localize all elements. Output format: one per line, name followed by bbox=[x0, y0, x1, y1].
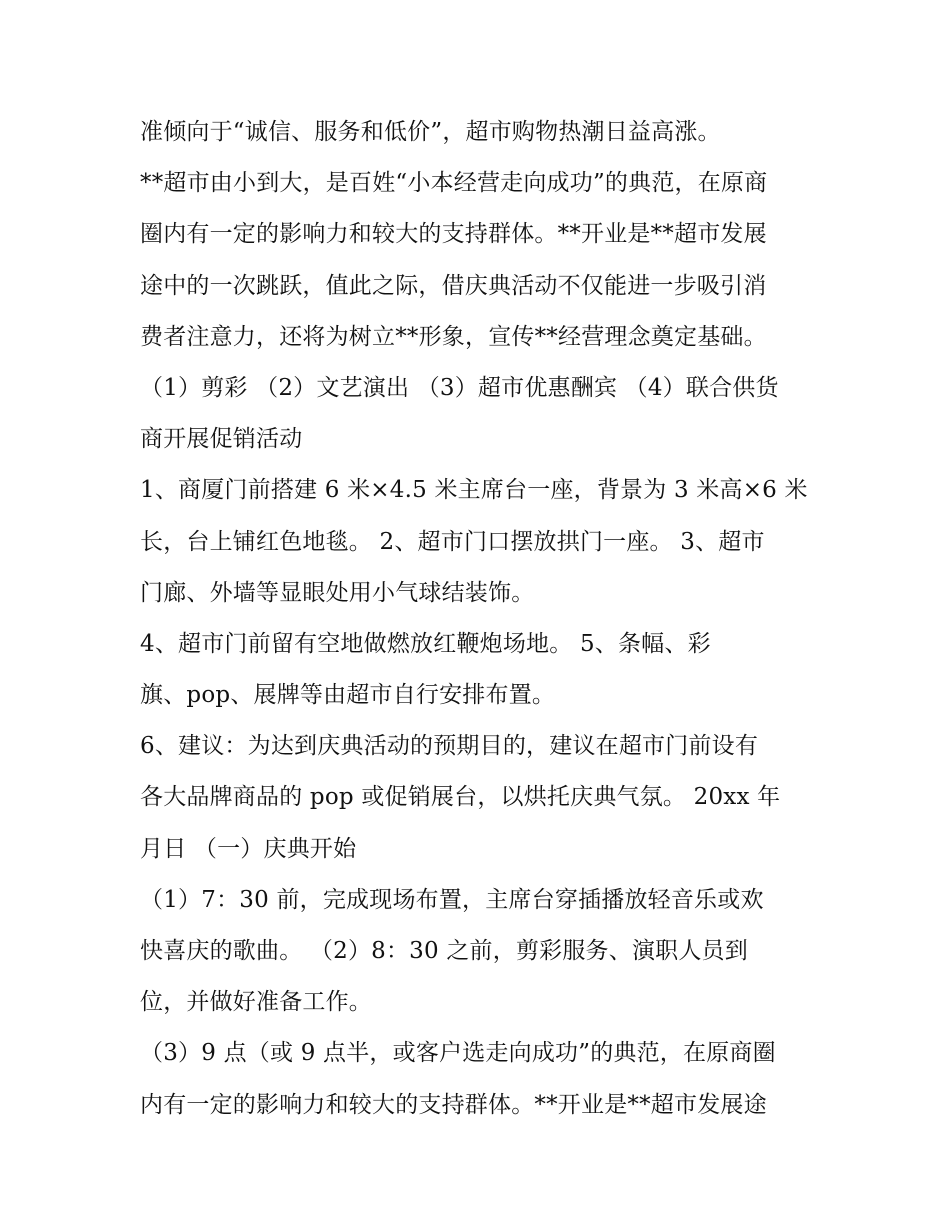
text-line: **超市由小到大，是百姓“小本经营走向成功”的典范，在原商 bbox=[140, 170, 768, 197]
text-line: 4、超市门前留有空地做燃放红鞭炮场地。 5、条幅、彩 bbox=[140, 630, 711, 657]
text-line: 门廊、外墙等显眼处用小气球结装饰。 bbox=[140, 579, 535, 606]
text-line: 1、商厦门前搭建 6 米×4.5 米主席台一座，背景为 3 米高×6 米 bbox=[140, 477, 808, 504]
document-body bbox=[140, 107, 820, 1131]
text-line: 6、建议：为达到庆典活动的预期目的，建议在超市门前设有 bbox=[140, 733, 759, 760]
text-line: 商开展促销活动 bbox=[140, 426, 303, 453]
text-line: 准倾向于“诚信、服务和低价”，超市购物热潮日益高涨。 bbox=[140, 119, 721, 145]
text-line: 快喜庆的歌曲。 （2）8：30 之前，剪彩服务、演职人员到 bbox=[140, 938, 748, 964]
text-line: 月日 （一）庆典开始 bbox=[140, 835, 357, 862]
text-line: 途中的一次跳跃，值此之际，借庆典活动不仅能进一步吸引消 bbox=[140, 272, 767, 299]
text-line: （1）7：30 前，完成现场布置，主席台穿插播放轻音乐或欢 bbox=[140, 886, 764, 913]
text-line: 圈内有一定的影响力和较大的支持群体。**开业是**超市发展 bbox=[140, 221, 767, 248]
text-line: 费者注意力，还将为树立**形象，宣传**经营理念奠定基础。 bbox=[140, 323, 767, 350]
text-line: 长，台上铺红色地毯。 2、超市门口摆放拱门一座。 3、超市 bbox=[140, 528, 765, 555]
text-line: 各大品牌商品的 pop 或促销展台，以烘托庆典气氛。 20xx 年 bbox=[140, 784, 781, 811]
text-line: 位，并做好准备工作。 bbox=[140, 989, 372, 1016]
text-line: （1）剪彩 （2）文艺演出 （3）超市优惠酬宾 （4）联合供货 bbox=[140, 374, 779, 401]
text-line: 旗、pop、展牌等由超市自行安排布置。 bbox=[140, 682, 556, 709]
text-line: （3）9 点（或 9 点半，或客户选走向成功”的典范，在原商圈 bbox=[140, 1040, 776, 1067]
text-line: 内有一定的影响力和较大的支持群体。**开业是**超市发展途 bbox=[140, 1091, 767, 1118]
